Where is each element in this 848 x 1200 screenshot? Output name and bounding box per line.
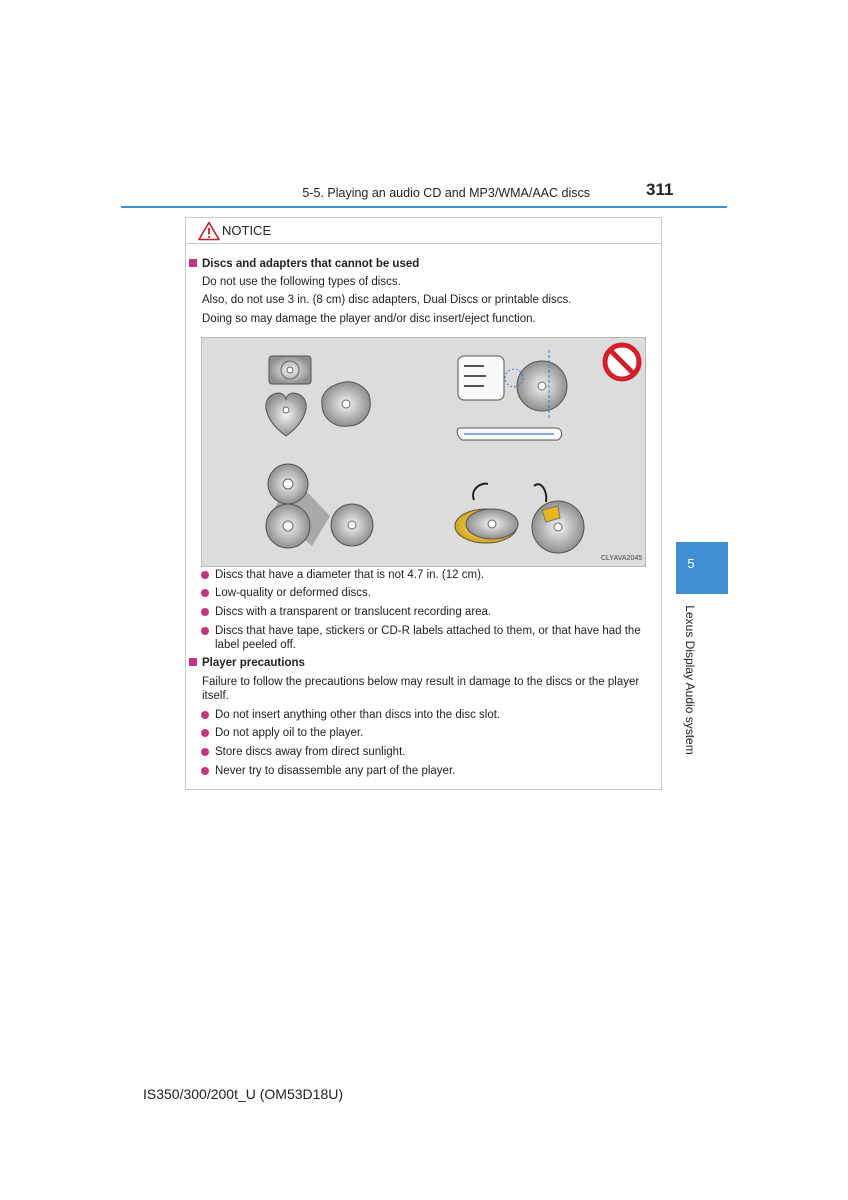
prohibition-icon bbox=[605, 345, 639, 379]
bullet-dot-icon bbox=[201, 711, 209, 719]
page-number: 311 bbox=[646, 180, 674, 199]
section2-intro: Failure to follow the precautions below may result in damage to the discs or the player itself. bbox=[202, 676, 640, 702]
deformed-disc-icon bbox=[322, 382, 370, 427]
running-header-title: 5-5. Playing an audio CD and MP3/WMA/AAC discs bbox=[302, 186, 590, 200]
prohibited-discs-illustration bbox=[201, 337, 646, 567]
list-item: Discs that have a diameter that is not 4.7 in. (12 cm). bbox=[201, 568, 665, 582]
notice-label: NOTICE bbox=[222, 223, 272, 238]
warning-triangle-icon bbox=[198, 221, 220, 241]
list-item: Store discs away from direct sunlight. bbox=[201, 745, 665, 759]
section1-line: Also, do not use 3 in. (8 cm) disc adapters, Dual Discs or printable discs. bbox=[202, 294, 572, 306]
bullet-dot-icon bbox=[201, 748, 209, 756]
square-disc-icon bbox=[269, 356, 311, 384]
bullet-dot-icon bbox=[201, 589, 209, 597]
header-rule bbox=[121, 206, 727, 208]
section-heading-discs: Discs and adapters that cannot be used bbox=[189, 257, 419, 271]
section1-line: Doing so may damage the player and/or disc insert/eject function. bbox=[202, 313, 536, 325]
section1-line: Do not use the following types of discs. bbox=[202, 276, 401, 288]
bullet-dot-icon bbox=[201, 767, 209, 775]
bullet-dot-icon bbox=[201, 571, 209, 579]
printable-disc-icon bbox=[455, 484, 518, 543]
sticker-disc-icon bbox=[532, 484, 584, 553]
list-item: Low-quality or deformed discs. bbox=[201, 586, 665, 600]
disc-cross-section-icon bbox=[457, 350, 567, 440]
bullet-dot-icon bbox=[201, 627, 209, 635]
illustration-code: CLYAVA2045 bbox=[601, 555, 643, 562]
square-bullet-icon bbox=[189, 658, 197, 666]
disc-drawings bbox=[202, 338, 645, 566]
footer-model-code: IS350/300/200t_U (OM53D18U) bbox=[143, 1086, 343, 1102]
list-item: Discs with a transparent or translucent recording area. bbox=[201, 605, 665, 619]
bullet-dot-icon bbox=[201, 608, 209, 616]
list-item: Never try to disassemble any part of the player. bbox=[201, 764, 665, 778]
heart-disc-icon bbox=[266, 393, 306, 436]
bullet-dot-icon bbox=[201, 729, 209, 737]
list-item: Do not apply oil to the player. bbox=[201, 726, 665, 740]
chapter-label: Lexus Display Audio system bbox=[683, 605, 697, 755]
chapter-number: 5 bbox=[687, 556, 695, 571]
list-item: Discs that have tape, stickers or CD-R labels attached to them, or that have had the label peeled off. bbox=[201, 624, 665, 652]
list-item: Do not insert anything other than discs into the disc slot. bbox=[201, 708, 665, 722]
section-heading-player-precautions: Player precautions bbox=[189, 656, 305, 670]
square-bullet-icon bbox=[189, 259, 197, 267]
adapter-discs-icon bbox=[266, 464, 373, 548]
